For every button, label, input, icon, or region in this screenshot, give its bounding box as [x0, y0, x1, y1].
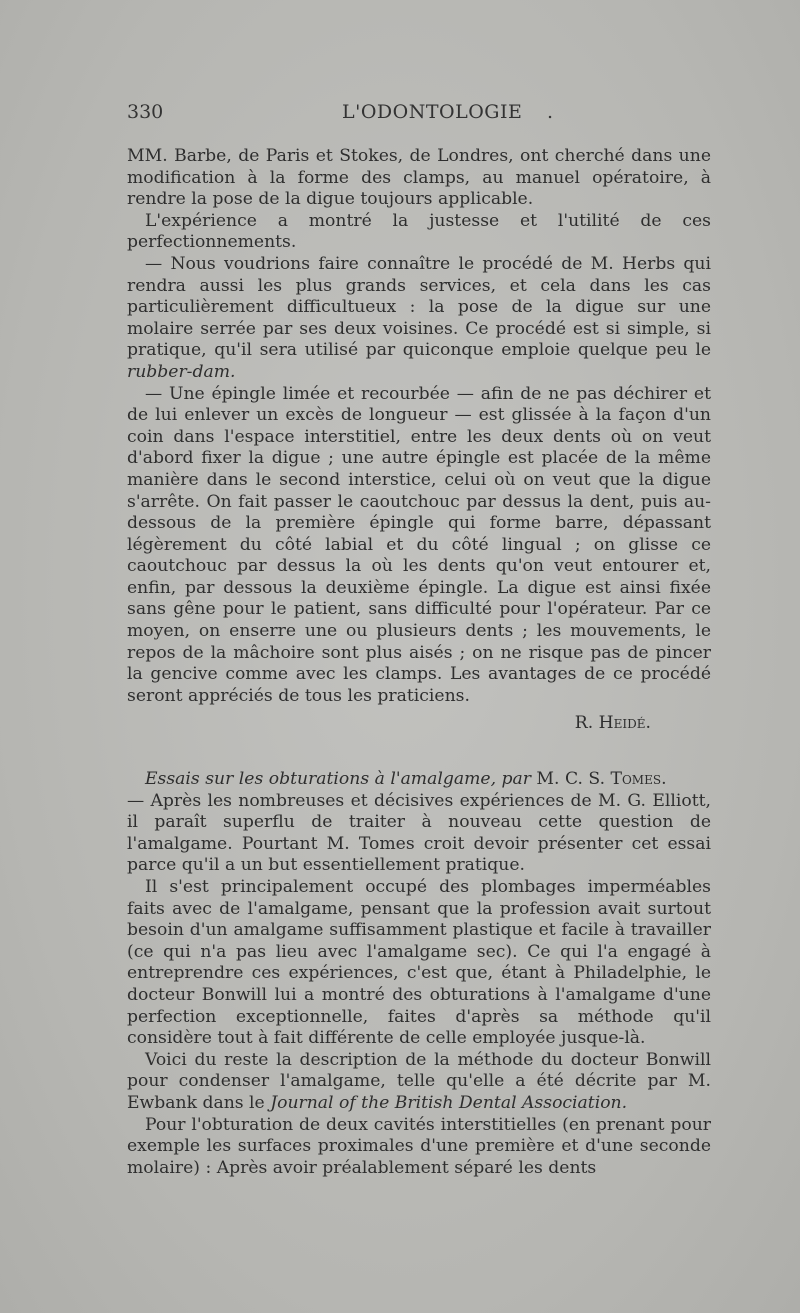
- signature: R. Heidé.: [574, 713, 651, 734]
- article-heading: [127, 769, 711, 791]
- section-gap: [127, 735, 711, 769]
- paragraph: MM. Barbe, de Paris et Stokes, de Londres, ont cherché dans une modification à la forme des clamps, au manuel opératoire, à rendre la pose de la digue toujours applicable.: [127, 146, 711, 210]
- paragraph: Pour l'obturation de deux cavités interstitielles (en prenant pour exemple les surfaces proximales d'une première et d'une seconde molaire) : Après avoir préalablement séparé les dents: [127, 1114, 711, 1178]
- paragraph: L'expérience a montré la justesse et l'utilité de ces perfectionnements.: [127, 210, 711, 253]
- paragraph-text: Voici du reste la description de la méthode du docteur Bonwill pour condenser l'amalgame, telle qu'elle a été décrite par M. Ewbank dans le: [127, 1049, 711, 1113]
- journal-title: Journal of the British Dental Association.: [270, 1092, 628, 1113]
- paragraph: — Une épingle limée et recourbée — afin de ne pas déchirer et de lui enlever un excès de longueur — est glissée à la façon d'un coin dans l'espace interstitiel, entre les deux dents où on veut d'abord fixer la digue ; une autre épingle est placée de la même manière dans le second interstice, celui où on veut que la digue s'arrête. On fait passer le caoutchouc par dessus la dent, puis au-dessous de la première épingle qui forme barre, dépassant légèrement du côté labial et du côté lingual ; on glisse ce caoutchouc par dessus la où les dents qu'on veut entourer et, enfin, par dessous la deuxième épingle. La digue est ainsi fixée sans gêne pour le patient, sans difficulté pour l'opérateur. Par ce moyen, on enserre une ou plusieurs dents ; les mouvements, le repos de la mâchoire sont plus aisés ; on ne risque pas de pincer la gencive comme avec les clamps. Les avantages de ce procédé seront appréciés de tous les praticiens.: [127, 383, 711, 706]
- body-text: [127, 146, 711, 1179]
- article-author: M. C. S. Tomes.: [530, 769, 667, 790]
- italic-term: rubber-dam.: [127, 361, 236, 382]
- paragraph: [127, 1050, 711, 1115]
- paragraph: — Après les nombreuses et décisives expériences de M. G. Elliott, il paraît superflu de traiter à nouveau cette question de l'amalgame. Pourtant M. Tomes croit devoir présenter cet essai parce qu'il a un but essentiellement pratique.: [127, 790, 711, 876]
- paragraph: Il s'est principalement occupé des plombages imperméables faits avec de l'amalgame, pensant que la profession avait surtout besoin d'un amalgame suffisamment plastique et facile à travailler (ce qui n'a pas lieu avec l'amalgame sec). Ce qui l'a engagé à entreprendre ces expériences, c'est que, étant à Philadelphie, le docteur Bonwill lui a montré des obturations à l'amalgame d'une perfection exceptionnelle, faites d'après sa méthode qu'il considère tout à fait différente de celle employée jusque-là.: [127, 877, 711, 1049]
- running-title: L'ODONTOLOGIE: [342, 101, 523, 123]
- header-mark: .: [547, 101, 554, 123]
- paragraph-text: — Nous voudrions faire connaître le procédé de M. Herbs qui rendra aussi les plus grands services, et cela dans les cas particulièrement difficultueux : la pose de la digue sur une molaire serrée par ses deux voisines. Ce procédé est si simple, si pratique, qu'il sera utilisé par quiconque emploie quelque peu le: [127, 253, 711, 361]
- article-title: Essais sur les obturations à l'amalgame, par: [145, 769, 531, 790]
- page-number: 330: [127, 101, 164, 123]
- paragraph: [127, 254, 711, 384]
- running-header: [127, 101, 711, 131]
